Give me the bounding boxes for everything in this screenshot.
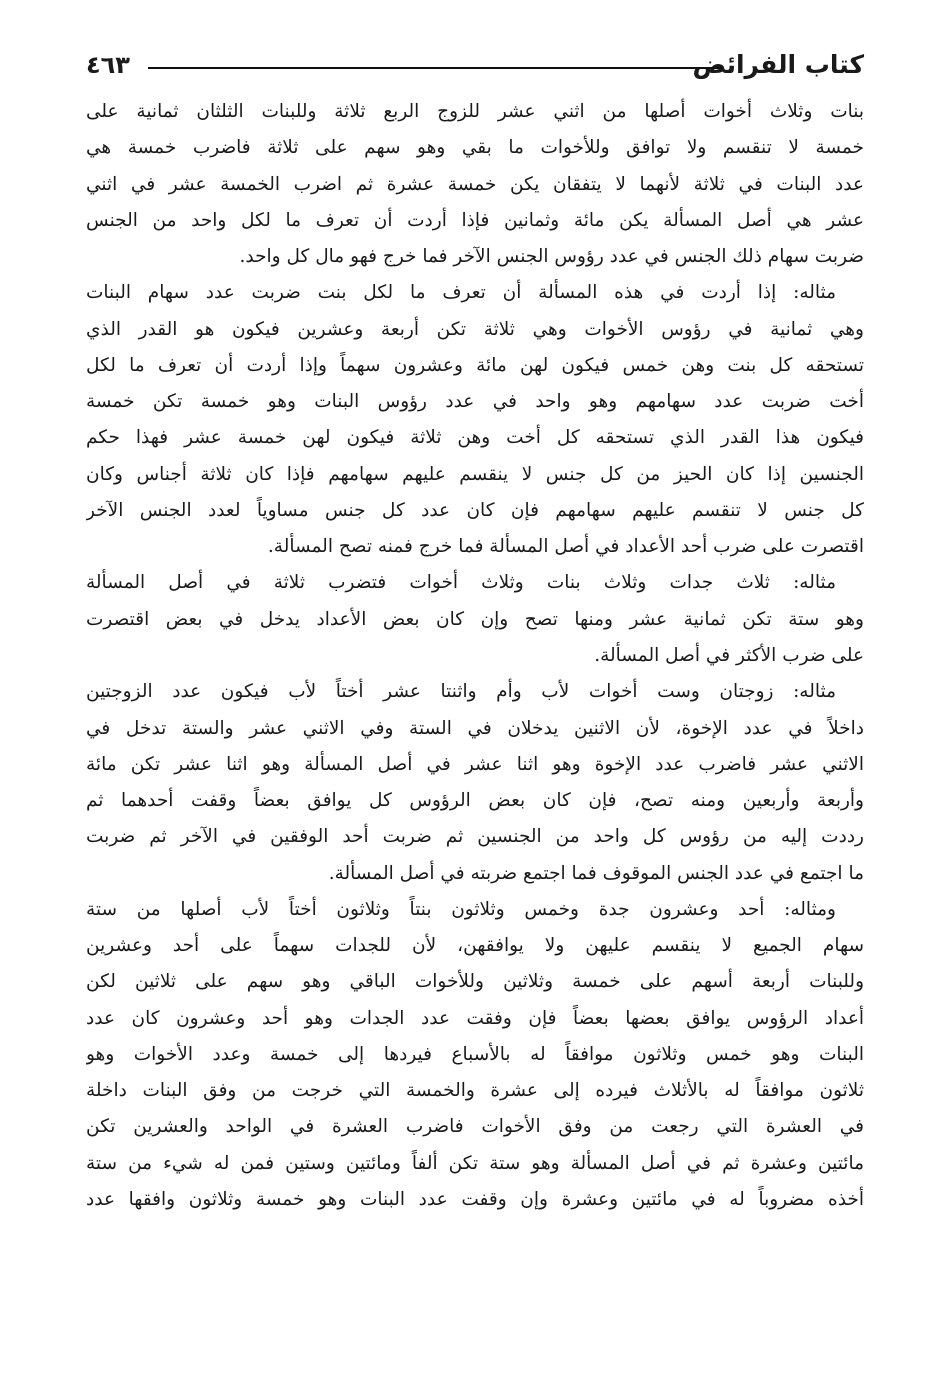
text-line: في العشرة التي رجعت من وفق الأخوات فاضرب العشرة في الواحد والعشرين تكن bbox=[86, 1116, 864, 1138]
text-line: البنات وهو خمس وثلاثون موافقاً له بالأسباع فيردها إلى خمسة وعدد الأخوات وهو bbox=[86, 1043, 864, 1065]
text-line: تستحقه كل بنت وهن خمس فيكون لهن مائة وعشرون سهماً وإذا أردت أن تعرف ما لكل bbox=[86, 354, 864, 376]
text-line: وهو ستة تكن ثمانية عشر ومنها تصح وإن كان بعض الأعداد يدخل في بعض اقتصرت bbox=[86, 608, 864, 630]
text-line: ثلاثون موافقاً له بالأثلاث فيرده إلى عشرة والخمسة التي خرجت من وفق البنات داخلة bbox=[86, 1080, 864, 1102]
text-line: كل جنس لا تنقسم عليهم سهامهم فإن كان عدد كل جنس مساوياً لعدد الجنس الآخر bbox=[86, 499, 864, 521]
text-line: سهام الجميع لا ينقسم عليهن ولا يوافقهن، لأن للجدات سهماً على أحد وعشرين bbox=[86, 935, 864, 957]
text-line: مائتين وعشرة ثم في أصل المسألة وهو ستة تكن ألفاً ومائتين وستين فمن له شيء من ستة bbox=[86, 1152, 864, 1174]
text-line: على ضرب الأكثر في أصل المسألة. bbox=[594, 644, 864, 666]
text-line: وهي ثمانية في رؤوس الأخوات وهي ثلاثة تكن أربعة وعشرين فيكون هو القدر الذي bbox=[86, 318, 864, 340]
text-line: الاثني عشر فاضرب عدد الإخوة وهو اثنا عشر في أصل المسألة وهو اثنا عشر تكن مائة bbox=[86, 753, 864, 775]
text-line: خمسة لا تنقسم ولا توافق وللأخوات ما بقي وهو سهم على ثلاثة فاضرب خمسة هي bbox=[86, 137, 864, 159]
page-number: ٤٦٣ bbox=[86, 51, 130, 79]
text-line: رددت إليه من رؤوس كل واحد من الجنسين ثم ضربت أحد الوفقين في الآخر ثم ضربت bbox=[86, 826, 864, 848]
text-line: أعداد الرؤوس يوافق بعضها بعضاً فإن وفقت عدد الجدات وهو أحد وعشرون كان عدد bbox=[86, 1007, 864, 1029]
text-line: أخت ضربت عدد سهامهم وهو واحد في عدد رؤوس البنات وهو خمسة تكن خمسة bbox=[86, 391, 864, 413]
paragraph bbox=[86, 94, 864, 275]
text-line: وأربعة وأربعين ومنه تصح، فإن كان بعض الرؤوس كل يوافق بعضاً وقفت أحدهما ثم bbox=[86, 790, 864, 812]
text-line: ما اجتمع في عدد الجنس الموقوف فما اجتمع ضربته في أصل المسألة. bbox=[328, 862, 864, 884]
text-line: عدد البنات في ثلاثة لأنهما لا يتفقان يكن خمسة عشرة ثم اضرب الخمسة عشر في اثني bbox=[86, 173, 864, 195]
paragraph bbox=[86, 275, 864, 565]
header-rule bbox=[148, 67, 722, 69]
text-line: مثاله: إذا أردت في هذه المسألة أن تعرف ما لكل بنت ضربت عدد سهام البنات bbox=[86, 282, 836, 304]
paragraph bbox=[86, 892, 864, 1218]
book-title: كتاب الفرائض bbox=[692, 50, 864, 79]
text-line: مثاله: زوجتان وست أخوات لأب وأم واثنتا عشر أختاً لأب فيكون عدد الزوجتين bbox=[86, 681, 836, 703]
text-line: ضربت سهام ذلك الجنس في عدد رؤوس الجنس الآخر فما خرج فهو مال كل واحد. bbox=[239, 246, 864, 268]
paragraph bbox=[86, 565, 864, 674]
text-line: أخذه مضروباً له في مائتين وعشرة وإن وقفت عدد البنات وهو خمسة وثلاثون وافقها عدد bbox=[86, 1188, 864, 1210]
text-line: اقتصرت على ضرب أحد الأعداد في أصل المسألة فما خرج فمنه تصح المسألة. bbox=[267, 536, 864, 558]
paragraph bbox=[86, 674, 864, 892]
text-line: عشر هي أصل المسألة يكن مائة وثمانين فإذا أردت أن تعرف ما لكل واحد من الجنس bbox=[86, 209, 864, 231]
text-line: داخلاً في عدد الإخوة، لأن الاثنين يدخلان في الستة وفي الاثني عشر والستة تدخل في bbox=[86, 717, 864, 739]
main-text bbox=[86, 94, 864, 1218]
text-line: وللبنات أربعة أسهم على خمسة وثلاثين وللأخوات الباقي وهو سهم على ثلاثين لكن bbox=[86, 971, 864, 993]
running-header bbox=[86, 48, 864, 88]
text-line: بنات وثلاث أخوات أصلها من اثني عشر للزوج الربع ثلاثة وللبنات الثلثان ثمانية على bbox=[86, 101, 864, 122]
text-line: مثاله: ثلاث جدات وثلاث بنات وثلاث أخوات فتضرب ثلاثة في أصل المسألة bbox=[86, 572, 836, 594]
text-line: فيكون هذا القدر الذي تستحقه كل أخت وهن ثلاثة فيكون لهن خمسة عشر فهذا حكم bbox=[86, 427, 864, 449]
text-line: ومثاله: أحد وعشرون جدة وخمس وثلاثون بنتاً وثلاثون أختاً لأب أصلها من ستة bbox=[86, 898, 836, 920]
text-line: الجنسين إذا كان الحيز من كل جنس لا ينقسم عليهم سهامهم فإذا كان ثلاثة أجناس وكان bbox=[86, 463, 864, 485]
